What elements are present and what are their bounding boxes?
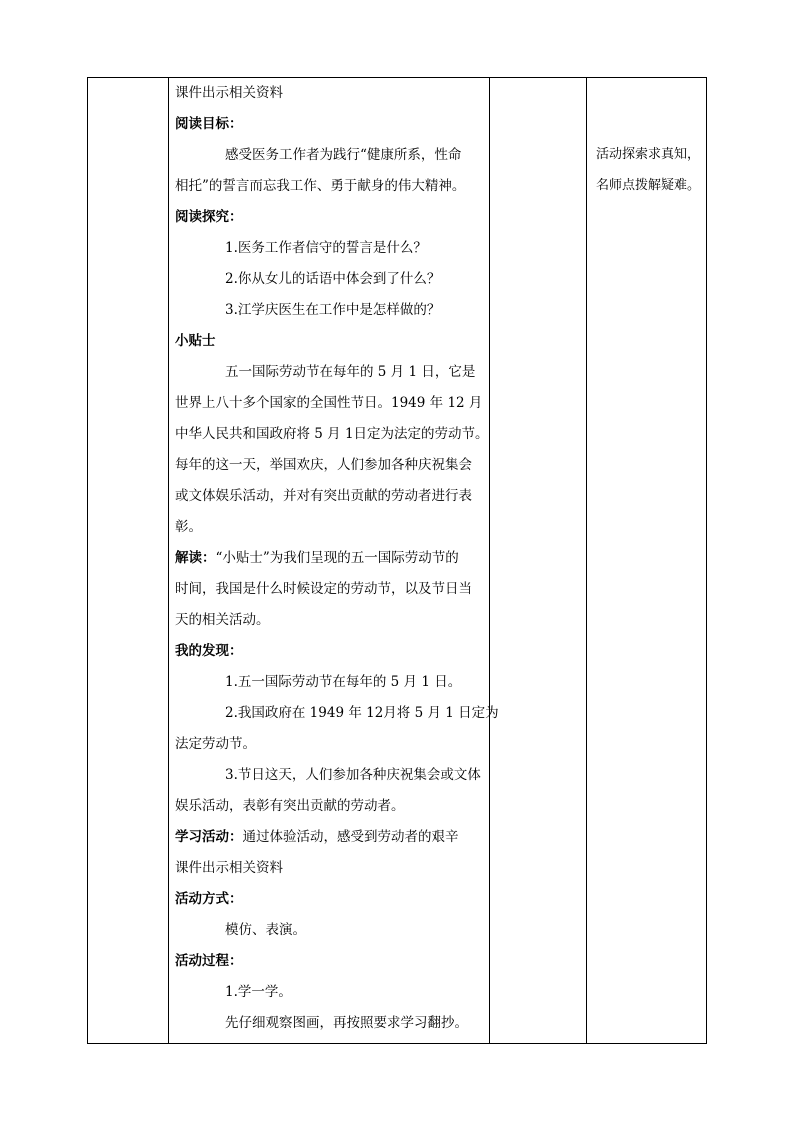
section-heading: 小贴士 xyxy=(175,333,216,349)
design-intent-line: 活动探索求真知， xyxy=(596,147,701,162)
text-line: 世界上八十多个国家的全国性节日。1949 年 12 月 xyxy=(175,395,483,411)
column-divider xyxy=(586,78,587,1043)
text-line xyxy=(172,822,490,853)
section-heading: 活动过程： xyxy=(175,953,243,969)
text-line: 天的相关活动。 xyxy=(175,612,270,628)
lesson-table xyxy=(87,77,707,1044)
section-heading: 阅读探究： xyxy=(175,209,243,225)
text-line: 模仿、表演。 xyxy=(225,922,306,938)
text-line: 3.江学庆医生在工作中是怎样做的？ xyxy=(225,302,441,318)
inline-heading: 解读： xyxy=(175,550,216,566)
text-line: 1.医务工作者信守的誓言是什么？ xyxy=(225,240,427,256)
section-heading: 阅读目标： xyxy=(175,116,243,132)
text-line: 时间，我国是什么时候设定的劳动节，以及节日当 xyxy=(175,581,472,597)
inline-heading: 学习活动： xyxy=(175,829,243,845)
text-line: 课件出示相关资料 xyxy=(175,85,283,101)
inline-text: 通过体验活动，感受到劳动者的艰辛 xyxy=(242,829,459,845)
text-line: 或文体娱乐活动，并对有突出贡献的劳动者进行表 xyxy=(175,488,472,504)
text-line: 2.我国政府在 1949 年 12月将 5 月 1 日定为 xyxy=(225,705,499,721)
text-line: 每年的这一天，举国欢庆，人们参加各种庆祝集会 xyxy=(175,457,472,473)
text-line: 相托”的誓言而忘我工作、勇于献身的伟大精神。 xyxy=(175,178,466,194)
text-line: 五一国际劳动节在每年的 5 月 1 日，它是 xyxy=(225,364,476,380)
text-line: 法定劳动节。 xyxy=(175,736,256,752)
text-line: 感受医务工作者为践行“健康所系，性命 xyxy=(225,147,462,163)
inline-text: “小贴士”为我们呈现的五一国际劳动节的 xyxy=(215,550,459,566)
teaching-content-cell xyxy=(172,78,499,1039)
text-line: 彰。 xyxy=(175,519,202,535)
text-line: 中华人民共和国政府将 5 月 1日定为法定的劳动节。 xyxy=(175,426,489,442)
design-intent-cell xyxy=(588,139,706,201)
text-line: 2.你从女儿的话语中体会到了什么？ xyxy=(225,271,441,287)
text-line: 课件出示相关资料 xyxy=(175,860,283,876)
section-heading: 活动方式： xyxy=(175,891,243,907)
text-line: 娱乐活动，表彰有突出贡献的劳动者。 xyxy=(175,798,405,814)
column-divider xyxy=(168,78,169,1043)
section-heading: 我的发现： xyxy=(175,643,243,659)
design-intent-line: 名师点拨解疑难。 xyxy=(596,178,701,193)
text-line: 3.节日这天，人们参加各种庆祝集会或文体 xyxy=(225,767,481,783)
text-line: 先仔细观察图画，再按照要求学习翻抄。 xyxy=(225,1015,468,1031)
text-line: 1.学一学。 xyxy=(225,984,292,1000)
text-line xyxy=(172,543,490,574)
text-line: 1.五一国际劳动节在每年的 5 月 1 日。 xyxy=(225,674,462,690)
